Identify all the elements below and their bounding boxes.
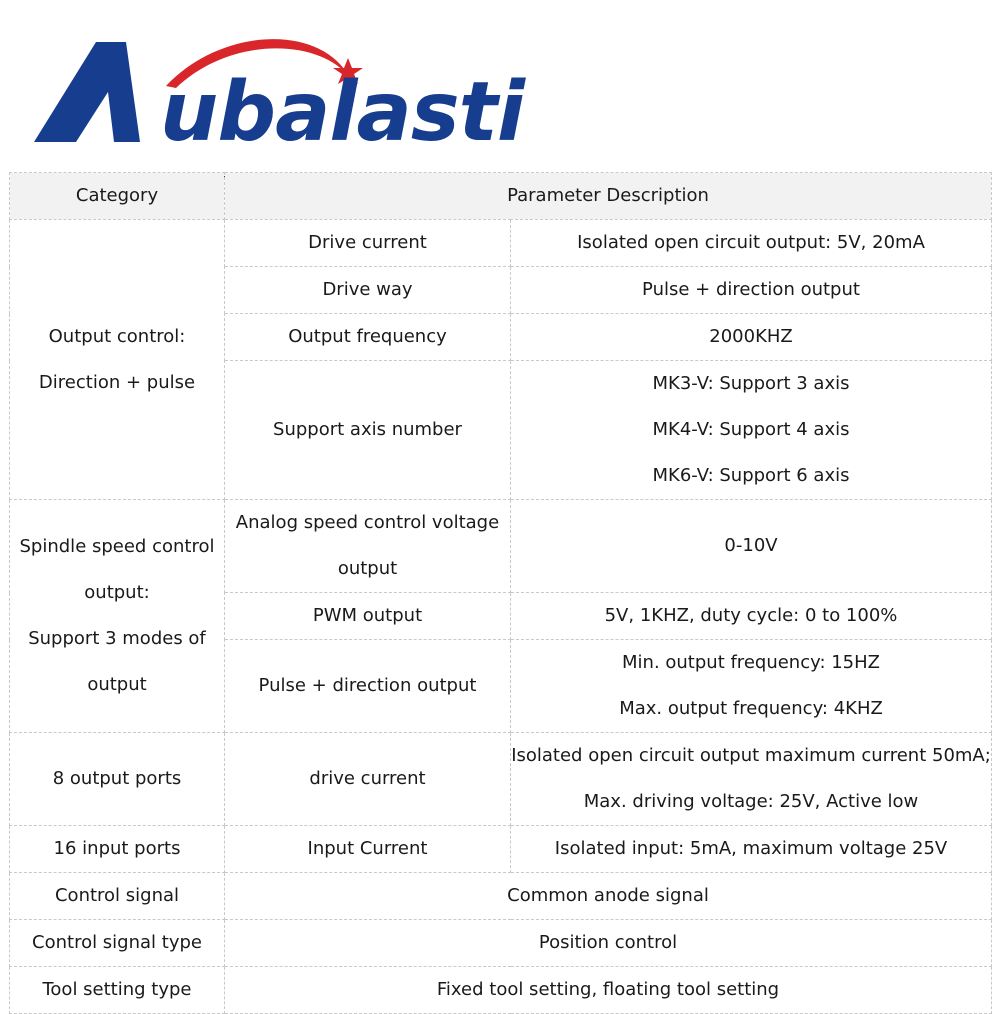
category-control-signal: Control signal	[10, 873, 225, 920]
table-row	[10, 733, 992, 826]
param-cell: Output frequency	[225, 314, 511, 361]
param-cell: PWM output	[225, 593, 511, 640]
category-tool-setting-type: Tool setting type	[10, 967, 225, 1014]
value-cell: Pulse + direction output	[511, 267, 992, 314]
param-cell: Pulse + direction output	[225, 640, 511, 733]
header-description: Parameter Description	[225, 173, 992, 220]
table-row	[10, 873, 992, 920]
value-cell: Min. output frequency: 15HZ Max. output frequency: 4KHZ	[511, 640, 992, 733]
param-cell: Input Current	[225, 826, 511, 873]
value-cell: Common anode signal	[225, 873, 992, 920]
value-cell: 0-10V	[511, 500, 992, 593]
value-cell: Isolated open circuit output maximum current 50mA; Max. driving voltage: 25V, Active low	[511, 733, 992, 826]
table-row	[10, 500, 992, 593]
param-cell: drive current	[225, 733, 511, 826]
param-cell: Drive way	[225, 267, 511, 314]
category-spindle: Spindle speed control output: Support 3 modes of output	[10, 500, 225, 733]
value-cell: MK3-V: Support 3 axis MK4-V: Support 4 axis MK6-V: Support 6 axis	[511, 361, 992, 500]
value-cell: 2000KHZ	[511, 314, 992, 361]
category-output-control: Output control: Direction + pulse	[10, 220, 225, 500]
brand-logo	[30, 28, 524, 160]
category-output-ports: 8 output ports	[10, 733, 225, 826]
header-category: Category	[10, 173, 225, 220]
value-cell: Isolated input: 5mA, maximum voltage 25V	[511, 826, 992, 873]
value-cell: Isolated open circuit output: 5V, 20mA	[511, 220, 992, 267]
table-row	[10, 920, 992, 967]
spec-table	[9, 172, 992, 1014]
table-row	[10, 967, 992, 1014]
category-control-signal-type: Control signal type	[10, 920, 225, 967]
table-row	[10, 826, 992, 873]
value-cell: Position control	[225, 920, 992, 967]
table-header-row	[10, 173, 992, 220]
brand-name: ubalasti	[160, 65, 524, 160]
value-cell: 5V, 1KHZ, duty cycle: 0 to 100%	[511, 593, 992, 640]
param-cell: Drive current	[225, 220, 511, 267]
value-cell: Fixed tool setting, floating tool setting	[225, 967, 992, 1014]
table-row	[10, 220, 992, 267]
param-cell: Support axis number	[225, 361, 511, 500]
category-input-ports: 16 input ports	[10, 826, 225, 873]
param-cell: Analog speed control voltage output	[225, 500, 511, 593]
